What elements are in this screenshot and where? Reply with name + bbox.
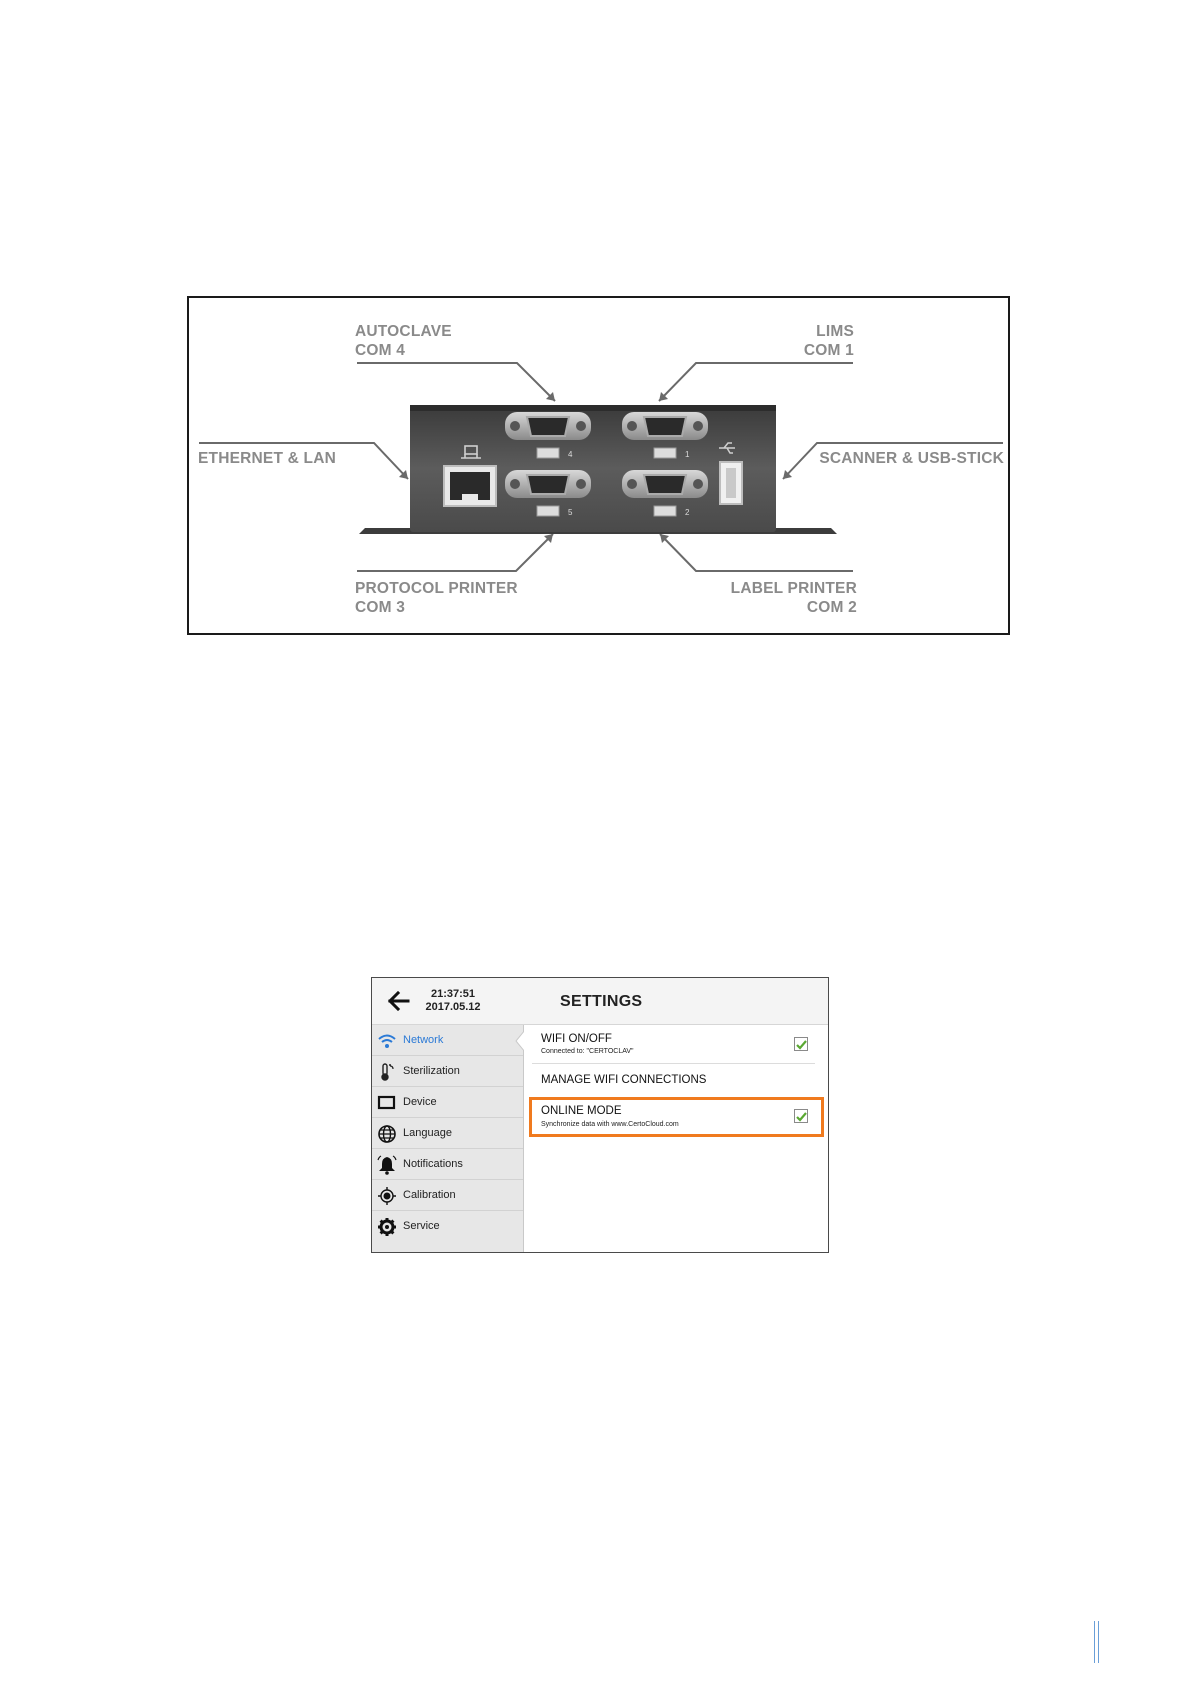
wifi-icon bbox=[377, 1031, 397, 1051]
sidebar-item-language[interactable] bbox=[372, 1118, 523, 1149]
label-scanner: SCANNER & USB-STICK bbox=[819, 450, 1004, 467]
setting-title: ONLINE MODE bbox=[541, 1105, 622, 1117]
target-icon bbox=[377, 1186, 397, 1206]
sidebar-item-device[interactable] bbox=[372, 1087, 523, 1118]
sidebar-item-label: Device bbox=[403, 1096, 437, 1108]
page-marker bbox=[1094, 1621, 1099, 1663]
settings-panel bbox=[524, 1025, 828, 1253]
label-lims: LIMS COM 1 bbox=[803, 323, 854, 359]
port-number-com4: 4 bbox=[568, 450, 573, 459]
sidebar-item-notifications[interactable] bbox=[372, 1149, 523, 1180]
sidebar-item-label: Language bbox=[403, 1127, 452, 1139]
sidebar-item-label: Calibration bbox=[403, 1189, 456, 1201]
sidebar-item-calibration[interactable] bbox=[372, 1180, 523, 1211]
page-title: SETTINGS bbox=[560, 993, 643, 1010]
sidebar-item-sterilization[interactable] bbox=[372, 1056, 523, 1087]
gear-icon bbox=[377, 1217, 397, 1237]
sidebar-item-label: Sterilization bbox=[403, 1065, 460, 1077]
setting-subtitle: Connected to: "CERTOCLAV" bbox=[541, 1048, 634, 1055]
top-bar bbox=[372, 978, 828, 1025]
label-ethernet: ETHERNET & LAN bbox=[198, 450, 336, 467]
thermometer-icon bbox=[377, 1062, 397, 1082]
sidebar-item-network[interactable] bbox=[372, 1025, 523, 1056]
port-number-com1: 1 bbox=[685, 450, 690, 459]
setting-title: MANAGE WIFI CONNECTIONS bbox=[541, 1074, 707, 1086]
setting-online-mode[interactable] bbox=[524, 1100, 816, 1134]
sidebar-item-label: Service bbox=[403, 1220, 440, 1232]
wifi-checkbox[interactable] bbox=[794, 1037, 808, 1051]
clock-date: 2017.05.12 bbox=[425, 1001, 481, 1013]
check-icon bbox=[795, 1039, 807, 1051]
sidebar-item-label: Notifications bbox=[403, 1158, 463, 1170]
label-protocol-printer: PROTOCOL PRINTER COM 3 bbox=[355, 580, 518, 616]
sidebar-item-service[interactable] bbox=[372, 1211, 523, 1242]
bell-icon bbox=[377, 1155, 397, 1175]
back-arrow-icon[interactable] bbox=[388, 991, 410, 1011]
port-number-com3: 5 bbox=[568, 508, 573, 517]
clock-time: 21:37:51 bbox=[430, 988, 476, 1000]
sidebar-item-label: Network bbox=[403, 1034, 444, 1046]
setting-manage-wifi[interactable] bbox=[524, 1064, 816, 1096]
device-icon bbox=[377, 1093, 397, 1113]
settings-screen bbox=[371, 977, 829, 1253]
label-label-printer: LABEL PRINTER COM 2 bbox=[730, 580, 857, 616]
clock bbox=[422, 988, 484, 1014]
port-diagram bbox=[187, 296, 1010, 635]
port-number-com2: 2 bbox=[685, 508, 690, 517]
setting-subtitle: Synchronize data with www.CertoCloud.com bbox=[541, 1121, 679, 1128]
setting-title: WIFI ON/OFF bbox=[541, 1033, 612, 1045]
setting-wifi-toggle[interactable] bbox=[524, 1025, 816, 1063]
label-autoclave: AUTOCLAVE COM 4 bbox=[355, 323, 452, 359]
check-icon bbox=[795, 1111, 807, 1123]
online-mode-checkbox[interactable] bbox=[794, 1109, 808, 1123]
sidebar bbox=[372, 1025, 524, 1253]
globe-icon bbox=[377, 1124, 397, 1144]
